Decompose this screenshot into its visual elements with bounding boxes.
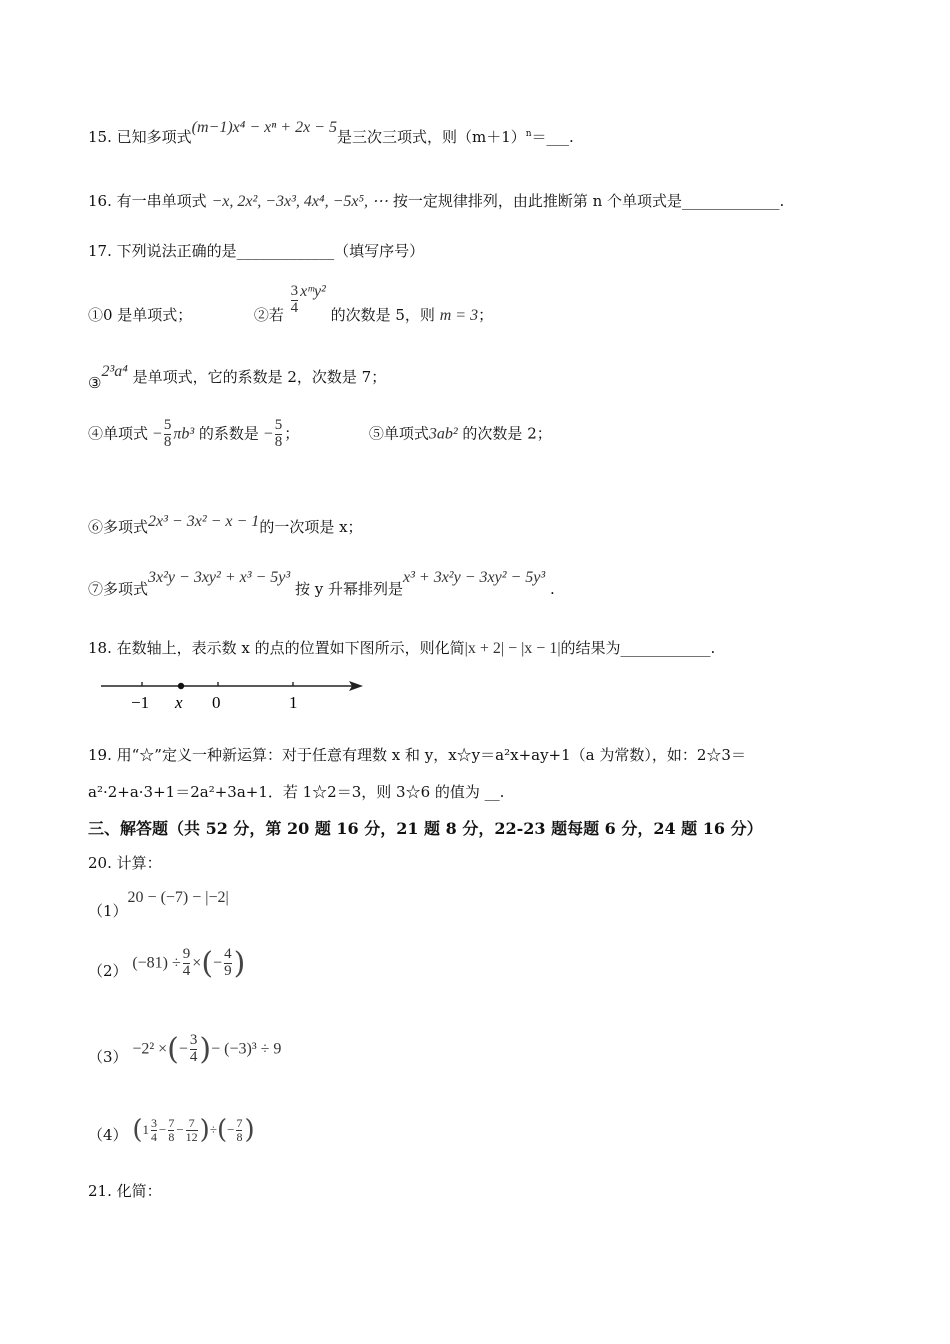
point-x [178, 683, 184, 689]
left-paren: ( [201, 946, 214, 981]
denominator: 8 [274, 433, 283, 450]
mixed-whole: 1 [142, 1122, 149, 1137]
fraction-7-12 [186, 1117, 198, 1143]
question-number: 15. [88, 128, 112, 146]
right-paren: ) [199, 1115, 210, 1145]
minus-sign: − [158, 1122, 167, 1137]
numerator: 5 [274, 417, 283, 433]
item-2-lead: ②若 [253, 306, 284, 325]
item-3-tail: 是单项式，它的系数是 2，次数是 7； [132, 368, 387, 386]
fraction-9-4 [183, 947, 191, 980]
question-tail: 的结果为____________. [560, 639, 716, 657]
question-mid: 是三次三项式，则（m＋1） [336, 128, 526, 146]
question-number: 18. [88, 639, 112, 657]
polynomial-expression: (m−1)x⁴ − xⁿ + 2x − 5 [191, 119, 337, 136]
label-one: 1 [289, 693, 298, 712]
item-2-tail: 的次数是 5，则 [330, 306, 435, 325]
question-number: 19. [88, 746, 112, 764]
question-number: 21. [88, 1182, 112, 1200]
question-19-line-2 [88, 781, 504, 802]
fraction-5-8 [164, 418, 172, 451]
minus-sign: − [178, 1040, 188, 1058]
left-paren: ( [132, 1115, 143, 1145]
item-5-tail: 的次数是 2； [462, 424, 552, 443]
item-6-lead: ⑥多项式 [88, 518, 149, 536]
question-19-line-1 [88, 744, 746, 765]
right-paren: ) [233, 946, 246, 981]
left-paren: ( [167, 1032, 179, 1067]
fraction-3-4 [291, 284, 299, 317]
part-label: （2） [88, 961, 128, 980]
denominator: 8 [163, 433, 172, 450]
question-text-line-2: a²·2+a·3+1＝2a²+3a+1．若 1☆2＝3，则 3☆6 的值为 __. [88, 783, 505, 801]
part-label: （3） [88, 1047, 128, 1066]
q20-part-4 [88, 1115, 255, 1145]
times-sign: × [192, 954, 202, 972]
part-label: （1） [88, 902, 128, 920]
q17-row-1 [88, 283, 494, 325]
item-2-monomial: xᵐy² [300, 283, 326, 301]
item-6-polynomial: 2x³ − 3x² − x − 1 [148, 513, 260, 530]
item-4-mid: 的系数是 [198, 424, 259, 443]
numerator: 3 [290, 283, 299, 299]
part-3-tail: − (−3)³ ÷ 9 [211, 1040, 282, 1058]
part-1-expression: 20 − (−7) − |−2| [127, 889, 229, 906]
right-paren: ) [244, 1115, 255, 1145]
fraction-4-9 [224, 947, 232, 980]
q17-row-6 [88, 510, 363, 536]
denominator: 8 [236, 1129, 243, 1144]
number-line [95, 672, 375, 718]
question-tail: ＝___. [531, 128, 574, 146]
q17-row-4 [88, 418, 552, 451]
part-2-lead: (−81) ÷ [132, 954, 181, 972]
q20-part-1 [88, 886, 229, 920]
question-lead: 在数轴上，表示数 x 的点的位置如下图所示，则化简 [116, 639, 465, 657]
numerator: 9 [182, 946, 191, 963]
question-lead: 有一串单项式 [116, 192, 207, 210]
denominator: 4 [182, 963, 191, 979]
minus-sign: − [213, 954, 223, 972]
denominator: 4 [290, 299, 299, 316]
question-number: 16. [88, 192, 112, 210]
question-tail: 按一定规律排列，由此推断第 n 个单项式是_____________. [392, 192, 785, 210]
item-5-monomial: 3ab² [428, 425, 458, 443]
exponent: n [525, 129, 532, 139]
question-number: 20. [88, 854, 112, 872]
question-lead: 已知多项式 [116, 128, 192, 146]
question-text: 下列说法正确的是_____________（填写序号） [116, 242, 425, 260]
absolute-value-expression: |x + 2| − |x − 1| [464, 640, 561, 657]
item-4-end: ； [284, 424, 300, 443]
fraction-7-8-divisor [236, 1117, 242, 1143]
right-paren: ) [199, 1032, 212, 1067]
question-21 [88, 1180, 162, 1201]
question-text: 计算： [116, 854, 162, 872]
item-3-lead: ③ [88, 374, 102, 392]
question-text: 化简： [116, 1182, 162, 1200]
item-7-end: . [549, 580, 555, 598]
left-paren: ( [216, 1115, 228, 1145]
section-3-heading: 三、解答题（共 52 分，第 20 题 16 分，21 题 8 分，22-23 题每题 6 分，24 题 16 分） [88, 819, 763, 838]
divide-sign: ÷ [209, 1122, 217, 1137]
item-7-lead: ⑦多项式 [88, 580, 149, 598]
q20-part-2 [88, 946, 245, 981]
item-7-polynomial: 3x²y − 3xy² + x³ − 5y³ [148, 569, 291, 586]
q17-row-3 [88, 362, 387, 392]
numerator: 4 [224, 946, 232, 963]
denominator: 12 [185, 1129, 198, 1144]
minus-sign: − [152, 425, 162, 443]
item-4-monomial: πb³ [173, 425, 195, 443]
item-3-monomial: 2³a⁴ [101, 363, 128, 380]
item-7-ascending-polynomial: x³ + 3x²y − 3xy² − 5y³ [403, 569, 546, 586]
item-4-lead: ④单项式 [88, 424, 149, 443]
fraction-3-4-mixed [151, 1117, 157, 1143]
numerator: 3 [150, 1115, 157, 1130]
denominator: 4 [189, 1049, 198, 1065]
monomial-sequence: −x, 2x², −3x³, 4x⁴, −5x⁵, ⋯ [211, 193, 389, 210]
minus-sign: − [263, 425, 273, 443]
label-zero: 0 [212, 693, 221, 712]
fraction-7-8 [168, 1117, 174, 1143]
minus-sign: − [176, 1122, 184, 1137]
fraction-5-8-coefficient [275, 418, 283, 451]
denominator: 9 [224, 963, 232, 979]
question-text-line-1: 用“☆”定义一种新运算：对于任意有理数 x 和 y，x☆y＝a²x+ay+1（a 为常数），如：2☆3＝ [116, 746, 746, 764]
label-x: x [175, 693, 183, 712]
question-15 [88, 119, 574, 147]
item-6-tail: 的一次项是 x； [259, 518, 363, 536]
denominator: 4 [150, 1129, 157, 1144]
question-18 [88, 637, 715, 658]
question-number: 17. [88, 242, 112, 260]
minus-sign: − [227, 1122, 235, 1137]
question-20 [88, 852, 162, 873]
q17-row-7 [88, 566, 555, 598]
numerator: 3 [189, 1032, 198, 1049]
part-label: （4） [88, 1126, 128, 1144]
numerator: 7 [188, 1115, 195, 1130]
numerator: 7 [168, 1115, 175, 1130]
fraction-3-4 [190, 1033, 198, 1066]
label-minus-one: −1 [131, 693, 150, 712]
question-17 [88, 240, 424, 261]
numerator: 5 [163, 417, 172, 433]
item-2-equation: m = 3 [439, 307, 479, 325]
item-5-lead: ⑤单项式 [368, 424, 429, 443]
item-7-mid: 按 y 升幂排列是 [294, 580, 403, 598]
part-3-lead: −2² × [132, 1040, 168, 1058]
item-1: ①0 是单项式； [88, 306, 193, 325]
item-2-end: ； [478, 306, 494, 325]
numerator: 7 [236, 1115, 243, 1130]
question-16 [88, 190, 784, 211]
denominator: 8 [168, 1129, 175, 1144]
q20-part-3 [88, 1032, 281, 1067]
